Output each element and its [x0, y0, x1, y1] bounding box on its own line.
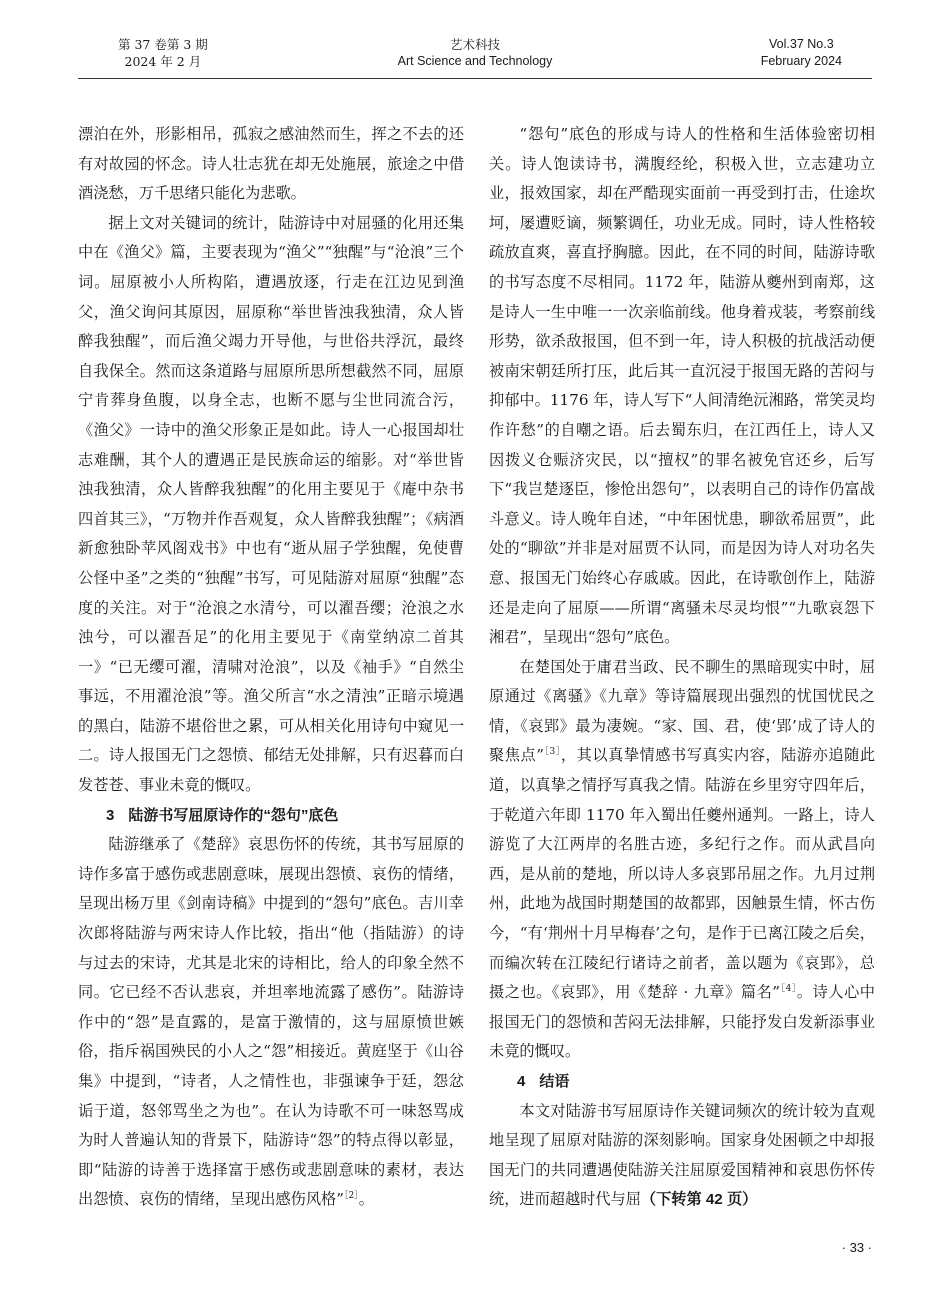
- page-number: · 33 ·: [841, 1240, 872, 1255]
- header-rule: [78, 78, 872, 79]
- journal-title-en: Art Science and Technology: [397, 54, 553, 68]
- right-column: [489, 120, 875, 1215]
- paragraph-text-a: 在楚国处于庸君当政、民不聊生的黑暗现实中时，屈原通过《离骚》《九章》等诗篇展现出强烈的忧国忧民之情，《哀郢》最为凄婉。“家、国、君，使‘郢’成了诗人的聚焦点”: [489, 657, 875, 765]
- paragraph-yufu: 据上文对关键词的统计，陆游诗中对屈骚的化用还集中在《渔父》篇，主要表现为“渔父”“独醒”与“沧浪”三个词。屈原被小人所构陷，遭遇放逐，行走在江边见到渔父，渔父询问其原因，屈原称“举世皆浊我独清，众人皆醉我独醒”，而后渔父竭力开导他，与世俗共浮沉，最终自我保全。然而这条道路与屈原所思所想截然不同，屈原宁肯葬身鱼腹，以身全志，也断不愿与尘世同流合污，《渔父》一诗中的渔父形象正是如此。诗人一心报国却壮志难酬，其个人的遭遇正是民族命运的缩影。对“举世皆浊我独清，众人皆醉我独醒”的化用主要见于《庵中杂书四首其三》，“万物并作吾观复，众人皆醉我独醒”；《病酒新愈独卧苹风阁戏书》中也有“逝从屈子学独醒，免使曹公怪中圣”之类的“独醒”书写，可见陆游对屈原“独醒”态度的关注。对于“沧浪之水清兮，可以濯吾缨；沧浪之水浊兮，可以濯吾足”的化用主要见于《南堂纳凉二首其一》“已无缨可濯，清啸对沧浪”，以及《袖手》“自然尘事远，不用濯沧浪”等。渔父所言“水之清浊”正暗示境遇的黑白，陆游不堪俗世之累，可从相关化用诗句中窥见一二。诗人报国无门之怨愤、郁结无处排解，只有迟暮而白发苍苍、事业未竟的慨叹。: [78, 213, 464, 795]
- journal-issue-info-en: [761, 36, 842, 70]
- running-header: [78, 36, 872, 78]
- paragraph-text-c: 。诗人心中报国无门的怨愤和苦闷无法排解，只能抒发白发新添事业未竟的慨叹。: [489, 983, 875, 1061]
- volume-issue: 第 37 卷第 3 期: [118, 37, 208, 52]
- citation-ref-4: ［4］: [780, 984, 797, 995]
- section-title: 结语: [539, 1073, 570, 1090]
- section-heading-3: [78, 801, 464, 831]
- issue-date: 2024 年 2 月: [124, 54, 202, 69]
- paragraph-text: 陆游继承了《楚辞》哀思伤怀的传统，其书写屈原的诗作多富于感伤或悲剧意味，展现出怨愤、哀伤的情绪，呈现出杨万里《剑南诗稿》中提到的“怨句”底色。吉川幸次郎将陆游与两宋诗人作比较，指出“他（指陆游）的诗与过去的宋诗，尤其是北宋的诗相比，给人的印象全然不同。它已经不否认悲哀，并坦率地流露了感伤”。陆游诗作中的“怨”是直露的，是富于激情的，这与屈原愤世嫉俗，指斥祸国殃民的小人之“怨”相接近。黄庭坚于《山谷集》中提到，“诗者，人之情性也，非强谏争于廷，怨忿诟于道，怒邻骂坐之为也”。在认为诗歌不可一味怒骂成为时人普遍认知的背景下，陆游诗“怨”的特点得以彰显，即“陆游的诗善于选择富于感伤或悲剧意味的素材，表达出怨愤、哀伤的情绪，呈现出感伤风格”: [78, 835, 464, 1209]
- volume-issue-en: Vol.37 No.3: [769, 37, 834, 51]
- paragraph-aiying: [489, 653, 875, 1067]
- issue-date-en: February 2024: [760, 54, 842, 68]
- paragraph-text-b: ，其以真挚情感书写真实内容，陆游亦追随此道，以真挚之情抒写真我之情。陆游在乡里穷守四年后，于乾道六年即 1170 年入蜀出任夔州通判。一路上，诗人游览了大江两岸的名胜古迹，多纪行之作。而从武昌向西，是从前的楚地，所以诗人多哀郢吊屈之作。九月过荆州，此地为战国时期楚国的故都郢，因触景生情，怀古伤今，“有‘荆州十月早梅春’之句，是作于已离江陵之后矣，而编次转在江陵纪行诸诗之前者，盖以题为《哀郢》，总摄之也。《哀郢》，用《楚辞 · 九章》篇名”: [489, 746, 876, 1002]
- citation-ref-2: ［2］: [343, 1191, 359, 1202]
- paragraph-conclusion: [489, 1097, 875, 1215]
- paragraph-end: 。: [358, 1190, 374, 1209]
- left-column: [78, 120, 464, 1215]
- section-heading-4: [489, 1067, 875, 1097]
- paragraph-continued: 漂泊在外，形影相吊，孤寂之感油然而生，挥之不去的还有对故园的怀念。诗人壮志犹在却无处施展，旅途之中借酒浇愁，万千思绪只能化为悲歌。: [78, 125, 464, 203]
- paragraph-personality: “怨句”底色的形成与诗人的性格和生活体验密切相关。诗人饱读诗书，满腹经纶，积极入世，立志建功立业，报效国家，却在严酷现实面前一再受到打击，仕途坎坷，屡遭贬谪，频繁调任，功业无成。同时，诗人性格较疏放直爽，喜直抒胸臆。因此，在不同的时间，陆游诗歌的书写态度不尽相同。1172 年，陆游从夔州到南郑，这是诗人一生中唯一一次亲临前线。他身着戎装，考察前线形势，欲杀敌报国，但不到一年，诗人积极的抗战活动便被南宋朝廷所打压，此后其一直沉浸于报国无路的苦闷与抑郁中。1176 年，诗人写下“人间清绝沅湘路，常笑灵均作许愁”的自嘲之语。后去蜀东归，在江西任上，诗人又因拨义仓赈济灾民，以“擅权”的罪名被免官还乡，后写下“我岂楚逐臣，惨怆出怨句”，以表明自己的诗作仍富战斗意义。诗人晚年自述，“中年困忧患，聊欲希屈贾”，此处的“聊欲”并非是对屈贾不认同，而是因为诗人对功名失意、报国无门始终心存戚戚。因此，在诗歌创作上，陆游还是走向了屈原——所谓“离骚未尽灵均恨”“九歌哀怨下湘君”，呈现出“怨句”底色。: [489, 125, 875, 647]
- continued-note: （下转第 42 页）: [640, 1191, 758, 1209]
- section-title: 陆游书写屈原诗作的“怨句”底色: [128, 806, 339, 824]
- paragraph-text: 本文对陆游书写屈原诗作关键词频次的统计较为直观地呈现了屈原对陆游的深刻影响。国家身处困顿之中却报国无门的共同遭遇使陆游关注屈原爱国精神和哀思伤怀传统，进而超越时代与屈: [489, 1101, 875, 1209]
- section-number: 3: [106, 806, 115, 824]
- journal-title-block: [78, 36, 872, 70]
- citation-ref-3: ［3］: [543, 747, 561, 758]
- paragraph-yuanju: [78, 830, 464, 1215]
- section-number: 4: [517, 1073, 526, 1090]
- journal-title-cn: 艺术科技: [449, 37, 500, 52]
